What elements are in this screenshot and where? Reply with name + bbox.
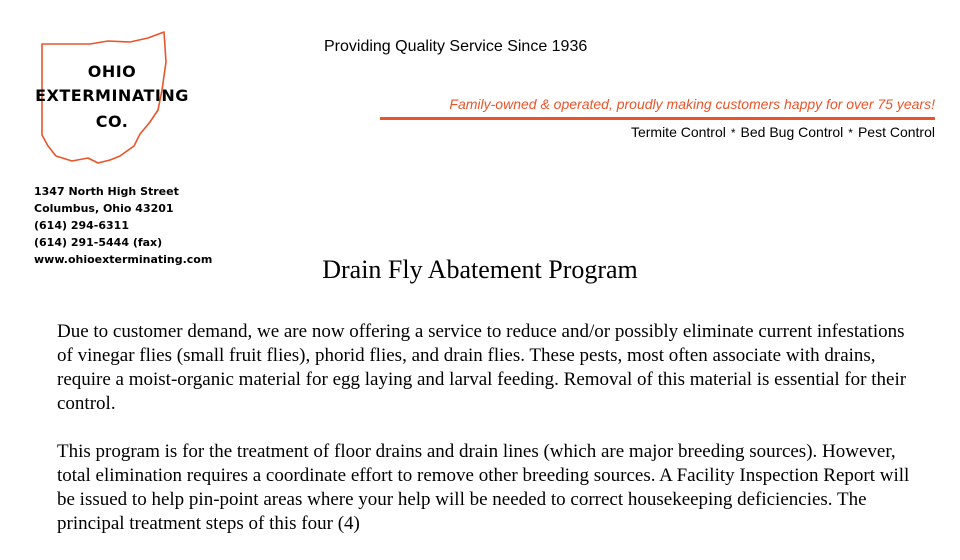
address-street: 1347 North High Street xyxy=(34,185,179,198)
logo-text-ohio: OHIO xyxy=(87,62,137,81)
document-body xyxy=(57,320,917,560)
service-termite-control: Termite Control xyxy=(630,124,726,140)
address-website[interactable]: www.ohioexterminating.com xyxy=(34,253,213,266)
header-divider xyxy=(380,117,935,120)
address-phone: (614) 294-6311 xyxy=(34,219,129,232)
service-separator: * xyxy=(848,126,853,140)
address-fax: (614) 291-5444 (fax) xyxy=(34,236,163,249)
service-separator: * xyxy=(730,126,736,140)
company-logo xyxy=(12,30,212,175)
paragraph-2: This program is for the treatment of floor drains and drain lines (which are major breeding sources). However, total elimination requires a coordinate effort to remove other breeding sources. A Facility Inspection Report will be issued to help pin-point areas where your help will be needed to correct housekeeping deficiencies. The principal treatment steps of this four (4) xyxy=(57,441,910,534)
document-title: Drain Fly Abatement Program xyxy=(322,255,638,284)
paragraph-1: Due to customer demand, we are now offering a service to reduce and/or possibly eliminate current infestations of vinegar flies (small fruit flies), phorid flies, and drain flies. These pests, most often associate with drains, require a moist-organic material for egg laying and larval feeding. Removal of this material is essential for their control. xyxy=(57,321,907,414)
logo-text-exterminating: EXTERMINATING xyxy=(35,86,189,105)
service-pest-control: Pest Control xyxy=(857,124,935,140)
address-city: Columbus, Ohio 43201 xyxy=(34,202,174,215)
header-family-slogan: Family-owned & operated, proudly making customers happy for over 75 years! xyxy=(449,96,935,112)
service-bed-bug-control: Bed Bug Control xyxy=(740,124,844,140)
header-services xyxy=(631,124,935,140)
logo-text-co: CO. xyxy=(95,112,129,131)
header-tagline: Providing Quality Service Since 1936 xyxy=(324,38,588,55)
